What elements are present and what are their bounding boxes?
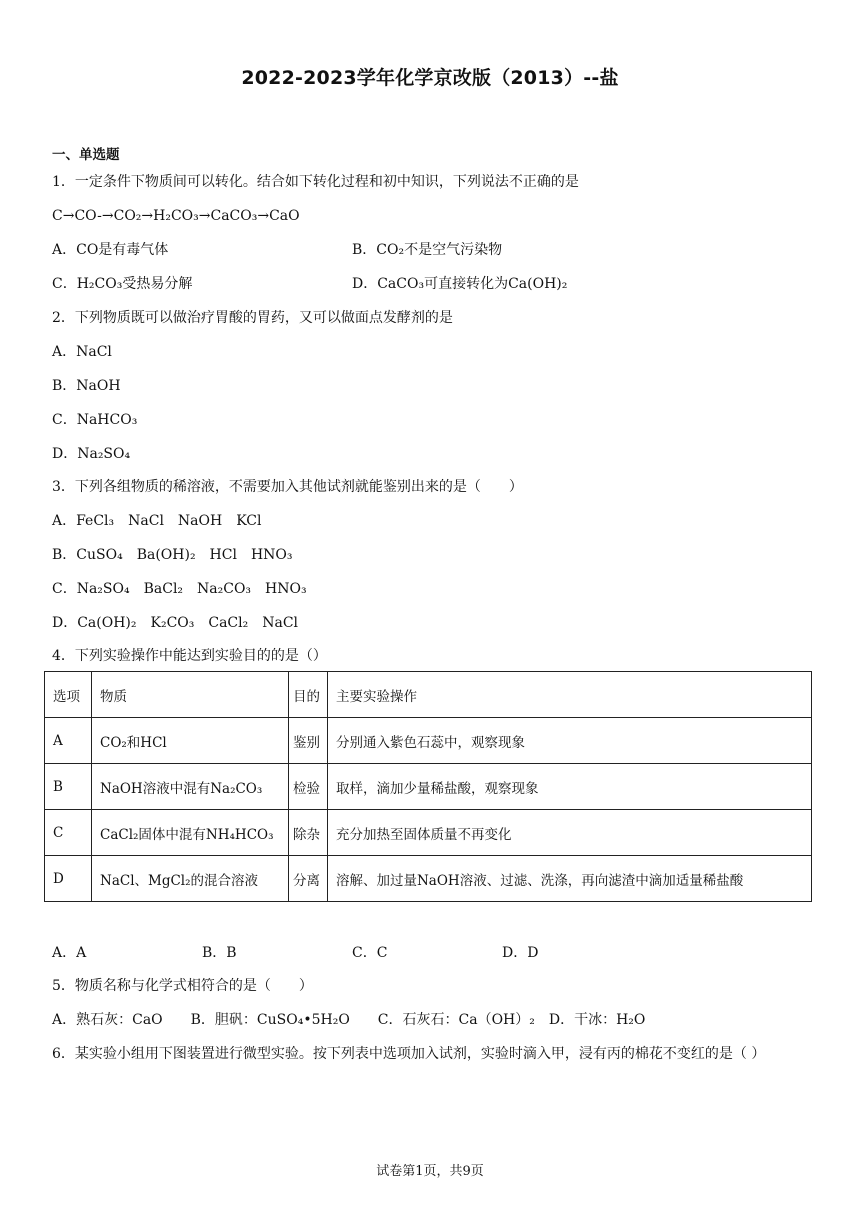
table-cell: D (45, 856, 92, 902)
question-1-option-b: B．CO₂不是空气污染物 (352, 242, 503, 258)
question-3-option-b: B．CuSO₄ Ba(OH)₂ HCl HNO₃ (52, 547, 293, 563)
question-1-chain: C→CO-→CO₂→H₂CO₃→CaCO₃→CaO (52, 208, 300, 224)
page-footer: 试卷第1页，共9页 (376, 1164, 484, 1179)
question-2-option-c: C．NaHCO₃ (52, 412, 138, 428)
table-cell: 充分加热至固体质量不再变化 (328, 810, 812, 856)
table-cell: C (45, 810, 92, 856)
table-cell: CO₂和HCl (92, 718, 289, 764)
table-header-row (45, 672, 812, 718)
question-1-stem: 1．一定条件下物质间可以转化。结合如下转化过程和初中知识，下列说法不正确的是 (52, 174, 579, 190)
table-cell: 除杂 (289, 810, 328, 856)
question-4-option-c: C．C (352, 945, 388, 961)
table-cell: 鉴别 (289, 718, 328, 764)
table-header-cell: 选项 (45, 672, 92, 718)
table-cell: 分离 (289, 856, 328, 902)
question-5-stem: 5．物质名称与化学式相符合的是（ ） (52, 978, 313, 994)
table-cell: NaOH溶液中混有Na₂CO₃ (92, 764, 289, 810)
table-row (45, 810, 812, 856)
question-6-stem: 6．某实验小组用下图装置进行微型实验。按下列表中选项加入试剂，实验时滴入甲，浸有丙的棉花不变红的是（ ） (52, 1046, 766, 1062)
question-5-options: A．熟石灰：CaO B．胆矾：CuSO₄•5H₂O C．石灰石：Ca（OH）₂ D．干冰：H₂O (52, 1012, 646, 1028)
question-3-option-c: C．Na₂SO₄ BaCl₂ Na₂CO₃ HNO₃ (52, 581, 307, 597)
page-title: 2022-2023学年化学京改版（2013）--盐 (241, 67, 619, 89)
table-cell: NaCl、MgCl₂的混合溶液 (92, 856, 289, 902)
table-cell: 溶解、加过量NaOH溶液、过滤、洗涤，再向滤渣中滴加适量稀盐酸 (328, 856, 812, 902)
question-3-option-d: D．Ca(OH)₂ K₂CO₃ CaCl₂ NaCl (52, 615, 299, 631)
table-cell: 分别通入紫色石蕊中，观察现象 (328, 718, 812, 764)
section-heading: 一、单选题 (52, 147, 120, 163)
table-header-cell: 物质 (92, 672, 289, 718)
table-cell: A (45, 718, 92, 764)
question-4-table (44, 671, 812, 902)
table-row (45, 718, 812, 764)
table-cell: B (45, 764, 92, 810)
question-2-option-a: A．NaCl (52, 344, 112, 360)
table-header-cell: 主要实验操作 (328, 672, 812, 718)
question-4-stem: 4．下列实验操作中能达到实验目的的是（） (52, 648, 327, 664)
question-2-stem: 2．下列物质既可以做治疗胃酸的胃药，又可以做面点发酵剂的是 (52, 310, 453, 326)
question-2-option-b: B．NaOH (52, 378, 121, 394)
question-4-option-b: B．B (202, 945, 237, 961)
question-4-option-d: D．D (502, 945, 539, 961)
question-3-stem: 3．下列各组物质的稀溶液，不需要加入其他试剂就能鉴别出来的是（ ） (52, 479, 523, 495)
question-1-option-d: D．CaCO₃可直接转化为Ca(OH)₂ (352, 276, 568, 292)
question-2-option-d: D．Na₂SO₄ (52, 446, 131, 462)
question-1-option-a: A．CO是有毒气体 (52, 242, 169, 258)
table-row (45, 764, 812, 810)
question-1-option-c: C．H₂CO₃受热易分解 (52, 276, 193, 292)
table-header-cell: 目的 (289, 672, 328, 718)
question-4-option-a: A．A (52, 945, 87, 961)
table-row (45, 856, 812, 902)
table-cell: 取样，滴加少量稀盐酸，观察现象 (328, 764, 812, 810)
table-cell: 检验 (289, 764, 328, 810)
question-3-option-a: A．FeCl₃ NaCl NaOH KCl (52, 513, 262, 529)
table-cell: CaCl₂固体中混有NH₄HCO₃ (92, 810, 289, 856)
